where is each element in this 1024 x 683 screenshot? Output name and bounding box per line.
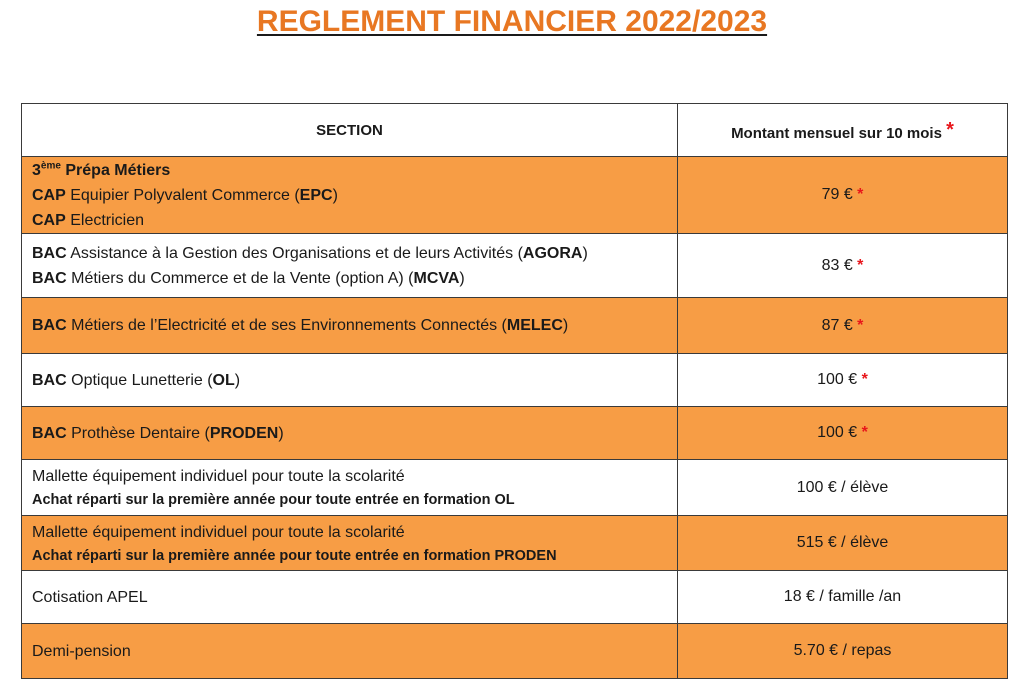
asterisk-mark: * bbox=[857, 186, 864, 203]
table-row bbox=[22, 571, 1008, 624]
asterisk-mark: * bbox=[861, 371, 868, 388]
table-row bbox=[22, 157, 1008, 234]
section-cell: BAC Métiers de l’Electricité et de ses Environnements Connectés (MELEC) bbox=[22, 298, 678, 354]
amount-cell: 100 € * bbox=[678, 407, 1008, 460]
amount-cell: 87 € * bbox=[678, 298, 1008, 354]
document-title: REGLEMENT FINANCIER 2022/2023 bbox=[256, 5, 768, 38]
table-row bbox=[22, 624, 1008, 679]
table-row bbox=[22, 407, 1008, 460]
section-cell: Mallette équipement individuel pour toute la scolarité Achat réparti sur la première année pour toute entrée en formation OL bbox=[22, 460, 678, 516]
amount-cell: 100 € * bbox=[678, 354, 1008, 407]
amount-cell: 83 € * bbox=[678, 234, 1008, 298]
table-row bbox=[22, 234, 1008, 298]
asterisk-mark: * bbox=[857, 316, 864, 334]
amount-cell: 515 € / élève bbox=[678, 516, 1008, 571]
table-header-row bbox=[22, 104, 1008, 157]
table-row bbox=[22, 298, 1008, 354]
section-cell: Mallette équipement individuel pour toute la scolarité Achat réparti sur la première année pour toute entrée en formation PRODEN bbox=[22, 516, 678, 571]
asterisk-mark: * bbox=[946, 118, 954, 141]
section-cell: 3ème Prépa Métiers CAP Equipier Polyvalent Commerce (EPC) CAP Electricien bbox=[22, 157, 678, 234]
section-cell: BAC Optique Lunetterie (OL) bbox=[22, 354, 678, 407]
table-row bbox=[22, 460, 1008, 516]
section-cell: BAC Assistance à la Gestion des Organisations et de leurs Activités (AGORA) BAC Métiers du Commerce et de la Vente (option A) (MCVA) bbox=[22, 234, 678, 298]
fees-table bbox=[21, 103, 1008, 679]
table-row bbox=[22, 354, 1008, 407]
section-cell: Demi-pension bbox=[22, 624, 678, 679]
asterisk-mark: * bbox=[857, 256, 864, 274]
amount-cell: 18 € / famille /an bbox=[678, 571, 1008, 624]
table-row bbox=[22, 516, 1008, 571]
section-cell: Cotisation APEL bbox=[22, 571, 678, 624]
amount-column-header: Montant mensuel sur 10 mois * bbox=[678, 104, 1008, 157]
asterisk-mark: * bbox=[861, 424, 868, 441]
section-cell: BAC Prothèse Dentaire (PRODEN) bbox=[22, 407, 678, 460]
amount-cell: 79 € * bbox=[678, 157, 1008, 234]
section-column-header: SECTION bbox=[22, 104, 678, 157]
amount-cell: 100 € / élève bbox=[678, 460, 1008, 516]
amount-cell: 5.70 € / repas bbox=[678, 624, 1008, 679]
